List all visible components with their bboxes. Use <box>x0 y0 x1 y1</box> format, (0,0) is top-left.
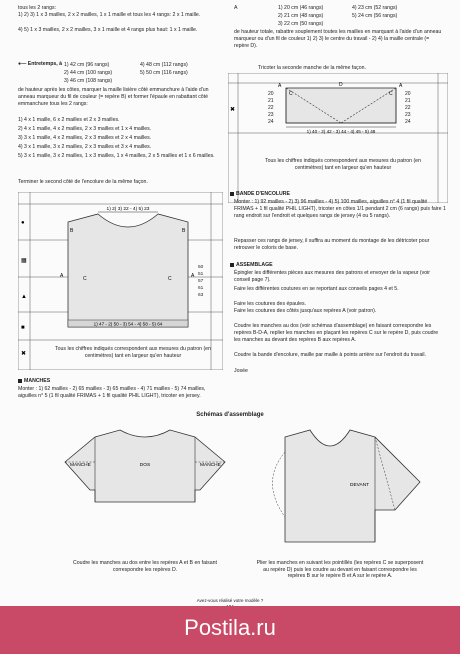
square-bullet-icon <box>18 379 22 383</box>
sleeve-pattern-diagram <box>228 73 448 203</box>
body-label-b-right: B <box>182 228 186 234</box>
body-label-c-left: C <box>83 276 87 282</box>
assemblage-p4: Faire les coutures des côtés jusqu'aux repères A (voir patron). <box>234 308 377 314</box>
triangle-icon: ▲ <box>21 294 27 300</box>
entretemps-row-5: 5) 3 x 1 maille, 3 x 2 mailles, 1 x 3 mailles, 1 x 4 mailles, 2 x 5 mailles et 1 x 6 mailles. <box>18 153 215 159</box>
svg-text:22: 22 <box>405 105 411 111</box>
entretemps-row-1: 1) 4 x 1 maille, 6 x 2 mailles et 2 x 3 mailles. <box>18 117 120 123</box>
circle-icon: ● <box>21 220 25 226</box>
entretemps-size-5: 5) 50 cm (116 rangs) <box>140 70 188 76</box>
label-manche-right: MANCHE <box>200 463 221 468</box>
body-caption: Tous les chiffres indiqués correspondent aux mesures du patron (en centimètres) tant en largeur qu'en hauteur <box>55 346 211 359</box>
right-size-2: 2) 21 cm (48 rangs) <box>278 13 324 19</box>
cross-icon: ✖ <box>21 351 27 357</box>
label-devant: DEVANT <box>350 483 370 488</box>
body-label-a-left: A <box>60 273 64 279</box>
assemblage-p3: Faire les coutures des épaules. <box>234 301 307 307</box>
entretemps-size-3: 3) 46 cm (108 rangs) <box>64 78 113 84</box>
assemblage-p6: Coudre la bande d'encolure, maille par maille à points arrière sur l'endroit du travail. <box>234 352 427 358</box>
svg-text:21: 21 <box>268 98 274 104</box>
entretemps-end: Terminer le second côté de l'encolure de la même façon. <box>18 179 148 185</box>
right-size-1: 1) 20 cm (46 rangs) <box>278 5 324 11</box>
entretemps-row-4: 4) 3 x 1 maille, 3 x 2 mailles, 2 x 3 mailles et 3 x 4 mailles. <box>18 144 152 150</box>
sleeve-caption: Tous les chiffres indiqués correspondent aux mesures du patron (en centimètres) tant en largeur qu'en hauteur <box>265 158 421 171</box>
assembly-diagram-back <box>60 422 230 512</box>
body-width-measures: 1) 47 - 2) 50 - 3) 54 - 4) 58 - 5) 64 <box>93 321 163 327</box>
svg-text:63: 63 <box>198 293 204 298</box>
signature: Josée <box>234 368 248 374</box>
entretemps-size-1: 1) 42 cm (96 rangs) <box>64 62 110 68</box>
body-label-b-left: B <box>70 228 74 234</box>
svg-text:23: 23 <box>268 112 274 118</box>
svg-text:20: 20 <box>268 91 274 97</box>
svg-text:24: 24 <box>268 119 274 125</box>
right-size-4: 4) 23 cm (52 rangs) <box>352 5 398 11</box>
watermark-text: Postila.ru <box>184 615 276 640</box>
assemblage-p2: Faire les différentes coutures en se reportant aux conseils pages 4 et 5. <box>234 286 399 292</box>
entretemps-row-2: 2) 4 x 1 maille, 4 x 2 mailles, 2 x 3 mailles et 1 x 4 mailles. <box>18 126 152 132</box>
assemblage-title: ASSEMBLAGE <box>230 262 273 269</box>
svg-text:22: 22 <box>268 105 274 111</box>
sleeve-width-measures: 1) 40 - 2) 42 - 3) 44 - 4) 45 - 5) 48 <box>306 129 376 134</box>
label-dos: DOS <box>139 463 151 468</box>
sleeve-label-d: D <box>339 82 343 88</box>
body-label-c-right: C <box>168 276 172 282</box>
right-end: Tricoter la seconde manche de la même façon. <box>258 65 366 71</box>
square-bullet-icon <box>230 263 234 267</box>
square-icon: ■ <box>21 325 25 331</box>
assembly-diagram-front <box>255 422 425 552</box>
bande-body-2: Repasser ces rangs de jersey, il suffira au moment du montage de les détricoter pour retrouver le coloris de base. <box>234 238 430 251</box>
manches-body: Monter : 1) 62 mailles - 2) 65 mailles - 3) 65 mailles - 4) 71 mailles - 5) 74 mailles, aiguilles n° 5 (1 fil qualité FRIMAS + 1 fil qualité PHIL LIGHT), tricoter en jersey. <box>18 386 206 399</box>
entretemps-size-4: 4) 48 cm (112 rangs) <box>140 62 188 68</box>
label-manche-left: MANCHE <box>70 463 91 468</box>
assemblage-p1: Épingler les différentes pièces aux mesures des patrons et envoyer de la vapeur (voir conseil page 7). <box>234 270 430 283</box>
bullet-icon: ●— <box>18 61 28 67</box>
intro-line-2: 1) 2) 3) 1 x 3 mailles, 2 x 2 mailles, 1 x 1 maille et tous les 4 rangs: 2 x 1 maille. <box>18 12 201 18</box>
sleeve-label-a-left: A <box>278 83 282 89</box>
entretemps-row-3: 3) 3 x 1 maille, 4 x 2 mailles, 2 x 3 mailles et 2 x 4 mailles. <box>18 135 152 141</box>
sleeve-row-numbers-right <box>405 91 411 125</box>
assembly-caption-front: Plier les manches en suivant les pointillés (les repères C se superposent au repère D) puis les coudre au devant en faisant correspondre les repères B sur le repère B et A sur le repère A. <box>256 560 424 579</box>
svg-text:61: 61 <box>198 286 204 291</box>
svg-text:50: 50 <box>198 265 204 270</box>
neck-width-measures: 1) 2) 3) 22 - 4) 5) 23 <box>106 207 150 212</box>
square-bullet-icon <box>230 192 234 196</box>
assemblage-p5: Coudre les manches au dos (voir schémas d'assemblage) en faisant correspondre les repères B-D-A, replier les manches en plaçant les repères C sur le repère D, puis coudre les manches au devant des repères B aux repères A. <box>234 323 439 343</box>
svg-text:51: 51 <box>198 272 204 277</box>
cross-icon: ✖ <box>230 107 236 113</box>
footer-note: Avez-vous réalisé votre modèle ? <box>196 598 264 603</box>
bande-body: Monter : 1) 92 mailles - 2) 3) 96 mailles - 4) 5) 100 mailles, aiguilles n° 4 (1 fil qualité FRIMAS + 1 fil qualité PHIL LIGHT), tricoter en côtes 1/1 pendant 2 cm (6 rangs) puis faire 1 rang endroit sur l'endroit et quelques rangs de jersey (4 ou 5 rangs). <box>234 199 446 219</box>
right-letter-a: A <box>234 5 238 11</box>
bande-title: BANDE D'ENCOLURE <box>230 191 290 198</box>
svg-text:24: 24 <box>405 119 411 125</box>
intro-line-3: 4) 5) 1 x 3 mailles, 2 x 2 mailles, 3 x 1 maille et 4 rangs plus haut: 1 x 1 maille. <box>18 27 198 33</box>
svg-text:57: 57 <box>198 279 204 284</box>
sleeve-label-a-right: A <box>399 83 403 89</box>
entretemps-title: ●— Entretemps, à <box>18 61 63 67</box>
schemas-title: Schémas d'assemblage <box>196 412 264 418</box>
sleeve-label-c-left: C <box>289 91 293 97</box>
svg-text:21: 21 <box>405 98 411 104</box>
height-measures <box>198 264 204 298</box>
intro-line-1: tous les 2 rangs: <box>18 5 57 11</box>
sleeve-label-c-right: C <box>389 91 393 97</box>
entretemps-size-2: 2) 44 cm (100 rangs) <box>64 70 113 76</box>
right-size-3: 3) 22 cm (50 rangs) <box>278 21 324 27</box>
grid-icon: ▦ <box>21 258 27 264</box>
right-size-5: 5) 24 cm (56 rangs) <box>352 13 398 19</box>
right-body: de hauteur totale, rabattre souplement toutes les mailles en marquant à l'aide d'un anneau marqueur ou d'un fil de couleur 1) 2) 3) le centre du travail - 2) 4) la maille centrale (= repère D). <box>234 29 442 49</box>
svg-text:20: 20 <box>405 91 411 97</box>
manches-title: MANCHES <box>18 378 50 385</box>
entretemps-body: de hauteur après les côtes, marquer la maille lisière côté emmanchure à l'aide d'un anneau marqueur du fil de couleur (= repère B) et former l'épaule en rabattant côté emmanchure tous les 2 rangs: <box>18 87 209 107</box>
body-pattern-diagram <box>18 192 223 370</box>
svg-text:23: 23 <box>405 112 411 118</box>
body-label-a-right: A <box>191 273 195 279</box>
sleeve-row-numbers-left <box>268 91 274 125</box>
assembly-caption-back: Coudre les manches au dos entre les repères A et B en faisant correspondre les repères D. <box>73 560 217 573</box>
